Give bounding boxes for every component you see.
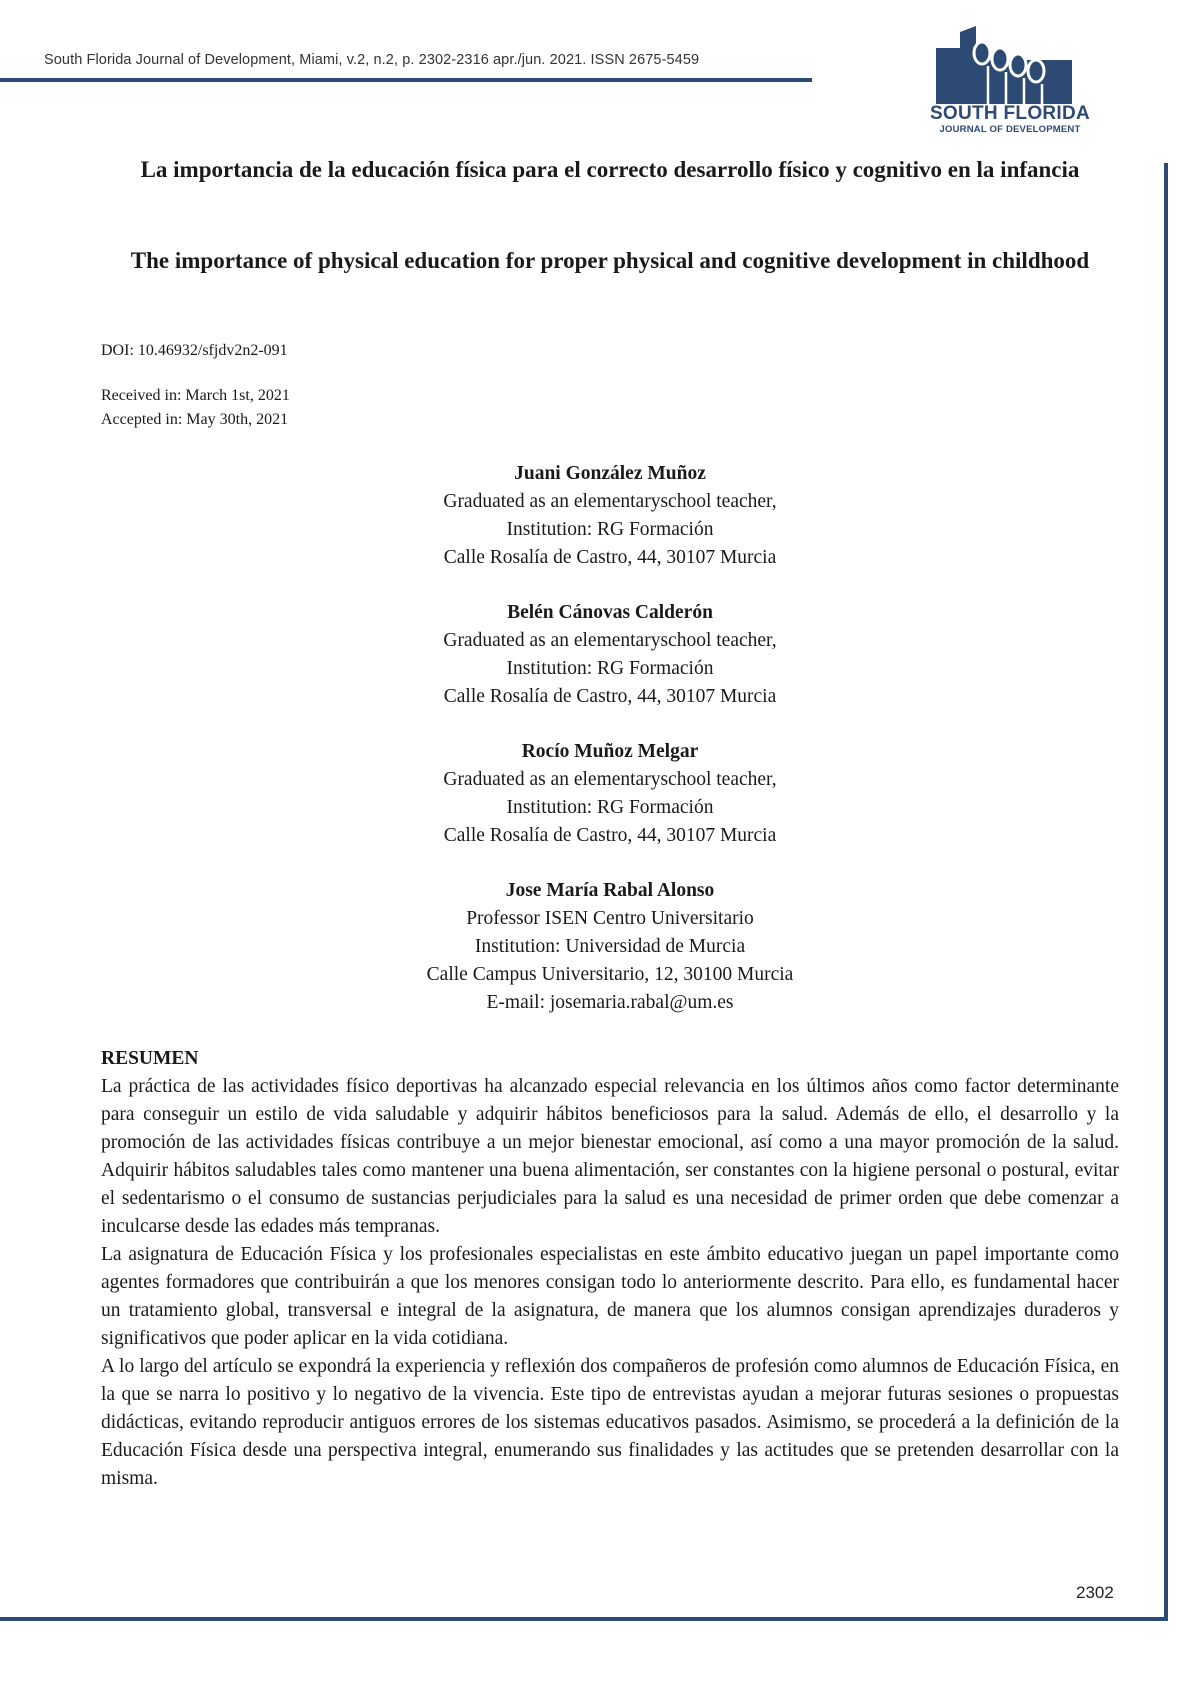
footer-rule (0, 1617, 1168, 1621)
author-affiliation-line: Calle Rosalía de Castro, 44, 30107 Murcia (443, 686, 777, 707)
abstract-heading: RESUMEN (101, 1048, 199, 1069)
author-name: Belén Cánovas Calderón (507, 602, 713, 623)
author-affiliation-line: Calle Rosalía de Castro, 44, 30107 Murcia (443, 825, 777, 846)
author-affiliation-line: Calle Rosalía de Castro, 44, 30107 Murcia (443, 547, 777, 568)
author-name: Jose María Rabal Alonso (505, 880, 715, 901)
doi: DOI: 10.46932/sfjdv2n2-091 (101, 342, 288, 359)
abstract-paragraph: A lo largo del artículo se expondrá la experiencia y reflexión dos compañeros de profesión como alumnos de Educación Física, en la que se narra lo positivo y lo negativo de la vivencia. Este tipo de entrevistas ayudan a mejorar futuras sesiones o propuestas didácticas, evitando reproducir antiguos errores de los sistemas educativos pasados. Asimismo, se procederá a la definición de la Educación Física desde una perspectiva integral, enumerando sus finalidades y las actitudes que se pretenden desarrollar con la misma. (101, 1356, 1119, 1489)
title-spanish: La importancia de la educación física para el correcto desarrollo físico y cognitivo en la infancia (140, 157, 1080, 182)
abstract-paragraph: La práctica de las actividades físico deportivas ha alcanzado especial relevancia en los últimos años como factor determinante para conseguir un estilo de vida saludable y adquirir hábitos beneficiosos para la salud. Además de ello, el desarrollo y la promoción de las actividades físicas contribuye a un mejor bienestar emocional, así como a una mayor promoción de la salud. Adquirir hábitos saludables tales como mantener una buena alimentación, ser constantes con la higiene personal o postural, evitar el sedentarismo o el consumo de sustancias perjudiciales para la salud es una necesidad de primer orden que debe comenzar a inculcarse desde las edades más tempranas. (101, 1076, 1119, 1237)
right-border-rule (1164, 163, 1168, 1619)
author-block (100, 599, 1120, 711)
page-number: 2302 (1076, 1583, 1114, 1602)
author-affiliation-line: Institution: RG Formación (506, 797, 714, 818)
author-block (100, 460, 1120, 572)
received-date: Received in: March 1st, 2021 (101, 387, 290, 404)
logo-title: SOUTH FLORIDA (929, 103, 1091, 124)
accepted-date: Accepted in: May 30th, 2021 (101, 411, 289, 428)
abstract (101, 1045, 1119, 1493)
author-affiliation-line: Professor ISEN Centro Universitario (466, 908, 754, 929)
journal-logo-icon (936, 26, 1086, 104)
author-affiliation-line: Calle Campus Universitario, 12, 30100 Murcia (426, 964, 794, 985)
author-affiliation-line: Institution: RG Formación (506, 519, 714, 540)
author-affiliation-line: Institution: RG Formación (506, 658, 714, 679)
journal-logo (920, 26, 1100, 138)
author-name: Juani González Muñoz (514, 463, 706, 484)
author-name: Rocío Muñoz Melgar (521, 741, 699, 762)
author-affiliation-line: Graduated as an elementaryschool teacher, (443, 769, 777, 790)
author-affiliation-line: Graduated as an elementaryschool teacher, (443, 630, 777, 651)
author-email: E-mail: josemaria.rabal@um.es (486, 992, 734, 1013)
author-block (100, 877, 1120, 1017)
title-english: The importance of physical education for proper physical and cognitive development in childhood (130, 248, 1090, 273)
author-block (100, 738, 1120, 850)
logo-subtitle: JOURNAL OF DEVELOPMENT (939, 124, 1081, 135)
author-affiliation-line: Institution: Universidad de Murcia (474, 936, 746, 957)
header-rule (0, 78, 812, 82)
journal-citation: South Florida Journal of Development, Miami, v.2, n.2, p. 2302-2316 apr./jun. 2021. ISSN 2675-5459 (44, 52, 700, 68)
author-list (100, 460, 1120, 1017)
abstract-paragraph: La asignatura de Educación Física y los profesionales especialistas en este ámbito educativo juegan un papel importante como agentes formadores que contribuirán a que los menores consigan todo lo anteriormente descrito. Para ello, es fundamental hacer un tratamiento global, transversal e integral de la asignatura, de manera que los alumnos consigan aprendizajes duraderos y significativos que poder aplicar en la vida cotidiana. (101, 1244, 1119, 1349)
author-affiliation-line: Graduated as an elementaryschool teacher, (443, 491, 777, 512)
